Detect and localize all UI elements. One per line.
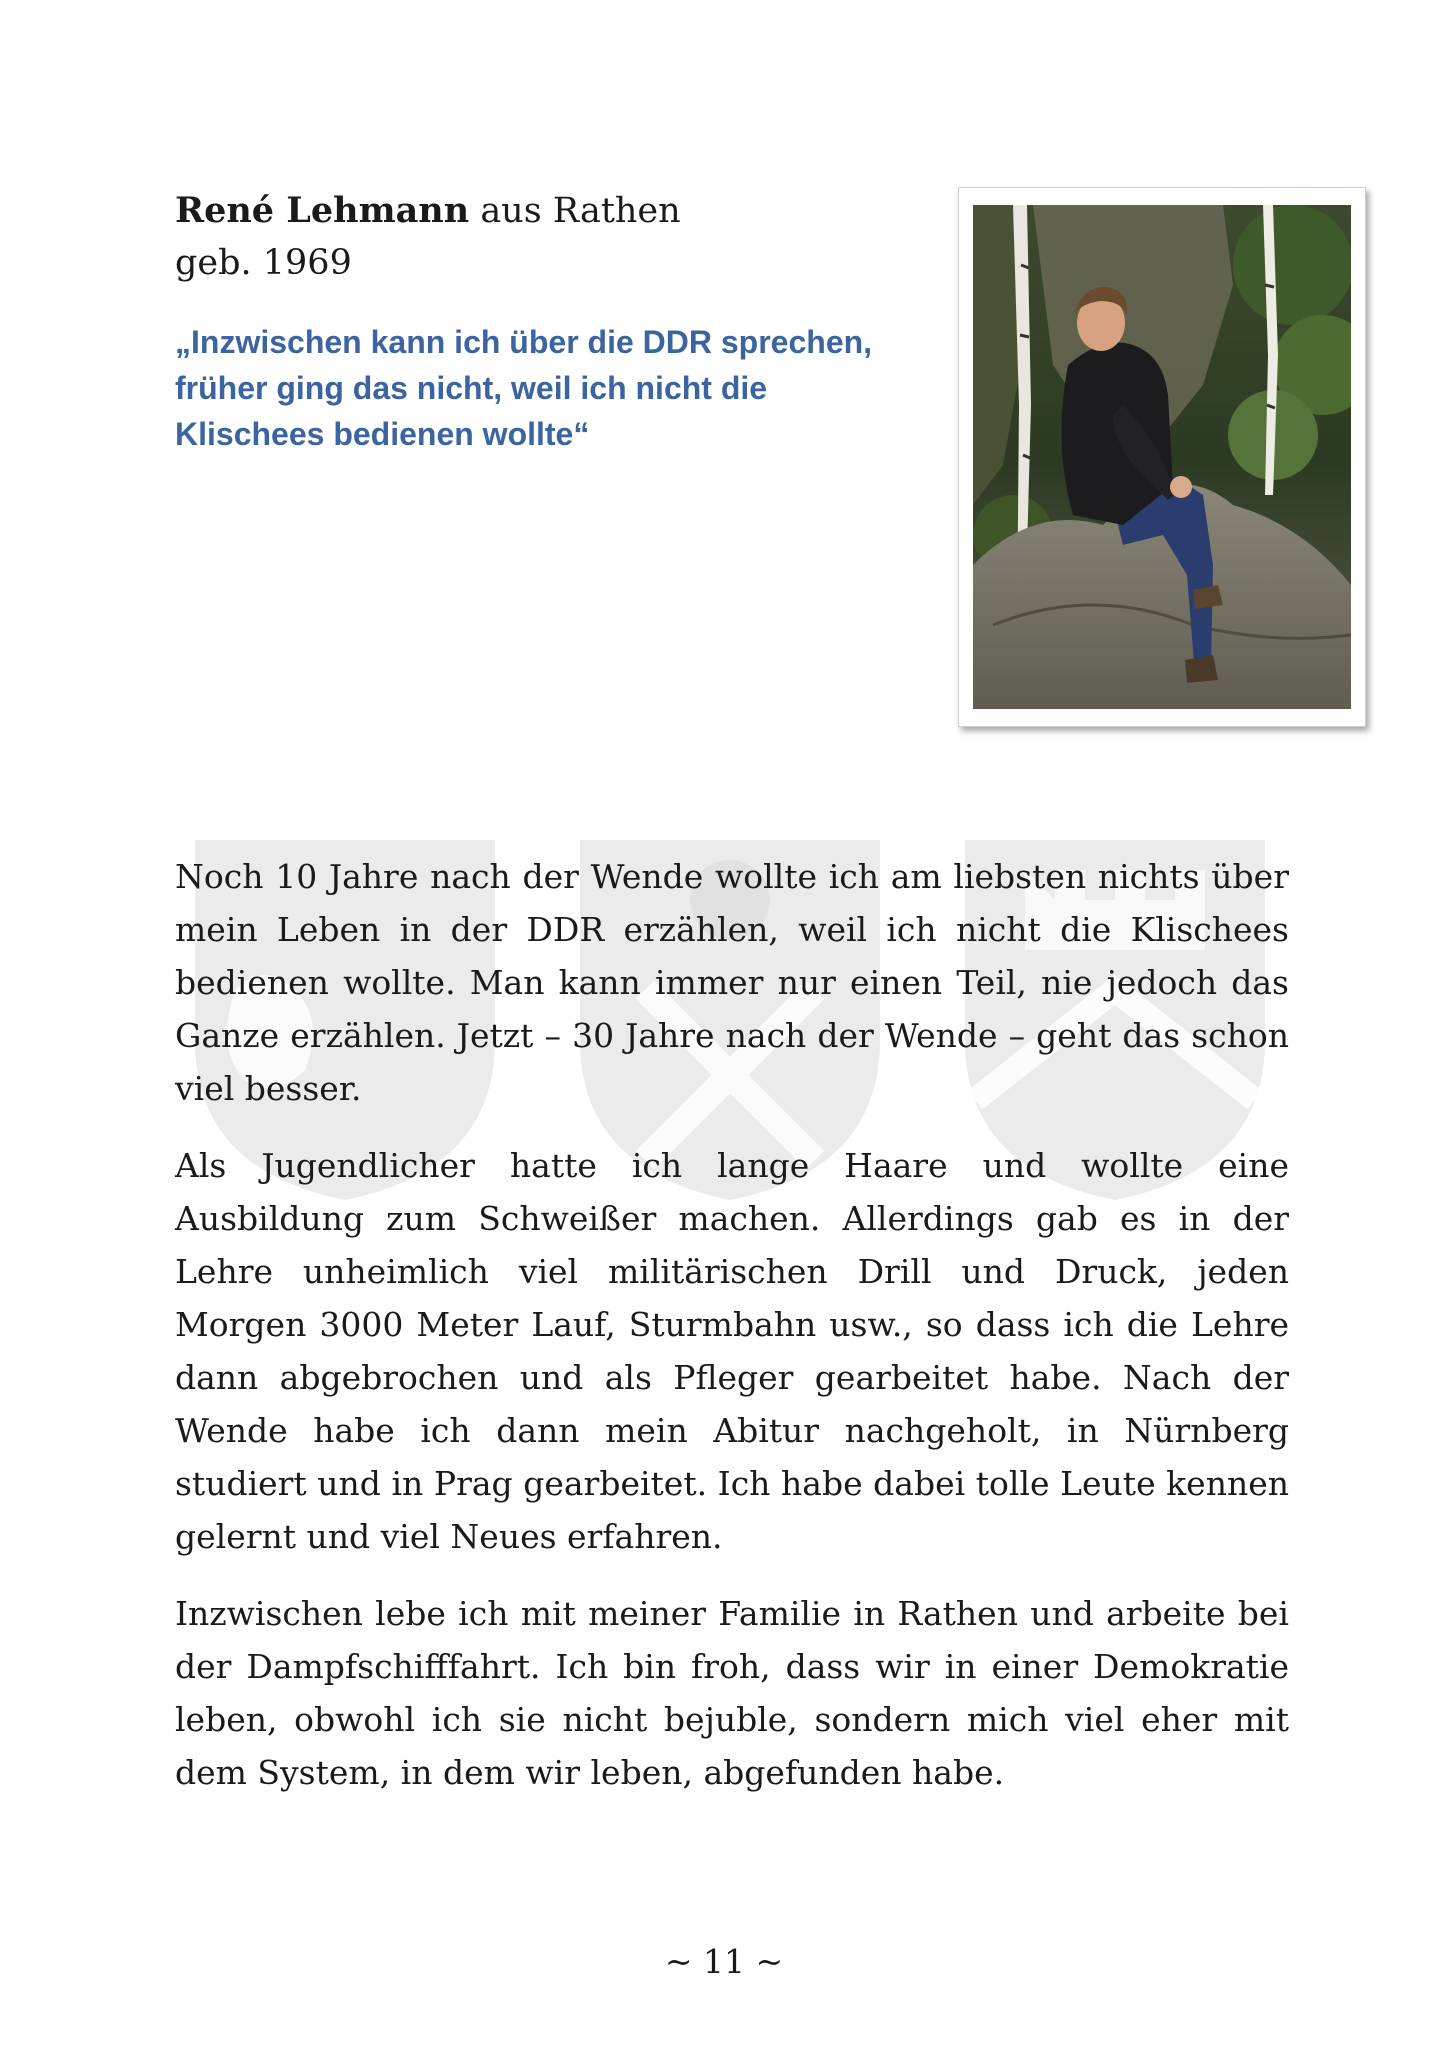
body-paragraph-1: Noch 10 Jahre nach der Wende wollte ich am liebsten nichts über mein Leben in der DDR erzählen, weil ich nicht die Klischees bedienen wollte. Man kann immer nur einen Teil, nie jedoch das Ganze erzählen. Jetzt – 30 Jahre nach der Wende – geht das schon viel besser. bbox=[175, 857, 1289, 1108]
page-number: ~ 11 ~ bbox=[664, 1942, 784, 1981]
portrait-photo-frame bbox=[958, 187, 1366, 727]
birth-year: geb. 1969 bbox=[175, 243, 352, 283]
body-paragraph-3: Inzwischen lebe ich mit meiner Familie in Rathen und arbeite bei der Dampfschifffahrt. Ich bin froh, dass wir in einer Demokratie leben, obwohl ich sie nicht bejuble, sondern mich viel eher mit dem System, in dem wir leben, abgefunden habe. bbox=[175, 1594, 1289, 1792]
portrait-photo bbox=[973, 205, 1351, 709]
body-paragraph-2: Als Jugendlicher hatte ich lange Haare und wollte eine Ausbildung zum Schweißer machen. Allerdings gab es in der Lehre unheimlich viel militärischen Drill und Druck, jeden Morgen 3000 Meter Lauf, Sturmbahn usw., so dass ich die Lehre dann abgebrochen und als Pfleger gearbeitet habe. Nach der Wende habe ich dann mein Abitur nachgeholt, in Nürnberg studiert und in Prag gearbeitet. Ich habe dabei tolle Leute kennen gelernt und viel Neues erfahren. bbox=[175, 1146, 1289, 1556]
person-origin: aus Rathen bbox=[469, 191, 681, 231]
body-text bbox=[175, 850, 1289, 1823]
person-name-line bbox=[175, 185, 915, 237]
header-block bbox=[175, 185, 915, 457]
person-name: René Lehmann bbox=[175, 190, 470, 231]
pull-quote: „Inzwischen kann ich über die DDR sprechen, früher ging das nicht, weil ich nicht die Klischees bedienen wollte“ bbox=[175, 324, 873, 452]
